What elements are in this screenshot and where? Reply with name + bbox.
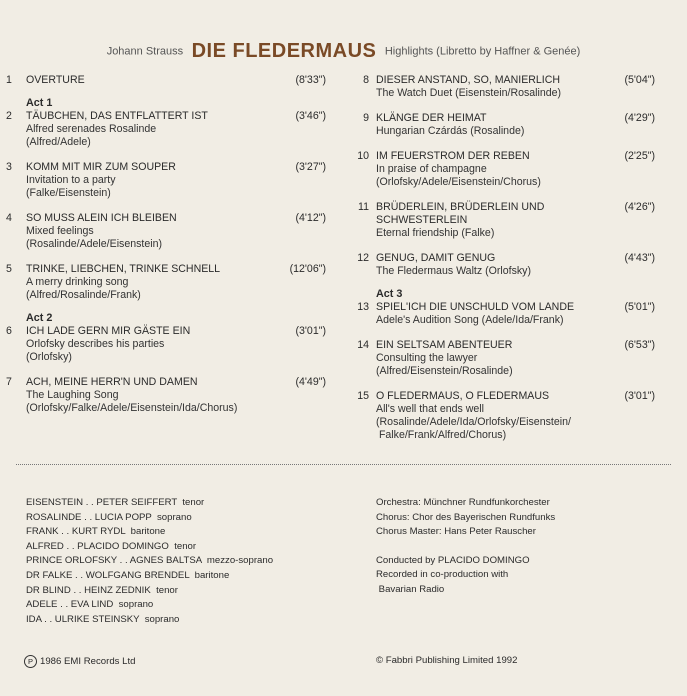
phonogram-text: 1986 EMI Records Ltd — [40, 656, 136, 668]
chorus-credit: Chorus: Chor des Bayerischen Rundfunks — [376, 511, 556, 523]
track-description: (Alfred/Rosalinde/Frank) — [26, 289, 141, 301]
track-description: Hungarian Czárdás (Rosalinde) — [376, 125, 525, 137]
conductor-credit: Conducted by PLACIDO DOMINGO — [376, 554, 530, 566]
track-description: Consulting the lawyer — [376, 352, 478, 364]
chorus-master-credit: Chorus Master: Hans Peter Rauscher — [376, 526, 536, 538]
track-duration: (4'12") — [295, 212, 326, 224]
album-subtitle: Highlights (Libretto by Haffner & Genée) — [384, 45, 581, 58]
track-item — [345, 301, 655, 327]
track-title: TÄUBCHEN, DAS ENTFLATTERT IST — [26, 110, 208, 122]
track-duration: (3'46") — [295, 110, 326, 122]
track-list-left — [6, 74, 326, 427]
track-item — [345, 390, 655, 442]
track-item — [6, 110, 326, 149]
cast-row: EISENSTEIN . . PETER SEIFFERT tenor — [26, 497, 205, 508]
track-description: (Orlofsky) — [26, 351, 72, 363]
cast-row: DR FALKE . . WOLFGANG BRENDEL baritone — [26, 569, 230, 581]
track-title: O FLEDERMAUS, O FLEDERMAUS — [376, 390, 550, 402]
copyright-notice: © Fabbri Publishing Limited 1992 — [376, 655, 518, 666]
track-number: 5 — [6, 263, 12, 275]
cast-list — [26, 496, 336, 627]
orchestra-credit: Orchestra: Münchner Rundfunkorchester — [376, 497, 550, 508]
track-description: The Watch Duet (Eisenstein/Rosalinde) — [376, 87, 562, 99]
track-duration: (4'49") — [295, 376, 326, 388]
composer: Johann Strauss — [106, 45, 184, 58]
track-duration: (12'06") — [289, 263, 326, 275]
track-number: 8 — [363, 74, 369, 86]
track-description: The Laughing Song — [26, 389, 119, 401]
track-description: All's well that ends well — [376, 403, 485, 415]
track-title: IM FEUERSTROM DER REBEN — [376, 150, 530, 162]
track-duration: (5'01") — [624, 301, 655, 313]
track-item — [345, 112, 655, 138]
track-description: A merry drinking song — [26, 276, 129, 288]
track-duration: (2'25") — [624, 150, 655, 162]
track-description: (Alfred/Eisenstein/Rosalinde) — [376, 365, 513, 377]
track-title: ACH, MEINE HERR'N UND DAMEN — [26, 376, 198, 388]
track-item — [6, 376, 326, 415]
track-description: Alfred serenades Rosalinde — [26, 123, 157, 135]
track-duration: (3'01") — [295, 325, 326, 337]
recording-credit-line1: Recorded in co-production with — [376, 569, 509, 581]
cast-row: DR BLIND . . HEINZ ZEDNIK tenor — [26, 584, 178, 596]
track-duration: (4'26") — [624, 201, 655, 213]
track-item — [6, 325, 326, 364]
track-description: Mixed feelings — [26, 225, 94, 237]
track-number: 4 — [6, 212, 12, 224]
track-number: 11 — [358, 201, 369, 213]
track-duration: (6'53") — [624, 339, 655, 351]
track-description: (Alfred/Adele) — [26, 136, 91, 148]
track-number: 1 — [6, 74, 12, 86]
track-description: Orlofsky describes his parties — [26, 338, 165, 350]
track-description: Invitation to a party — [26, 174, 116, 186]
track-title: DIESER ANSTAND, SO, MANIERLICH — [376, 74, 561, 86]
track-number: 14 — [357, 339, 369, 351]
track-title: BRÜDERLEIN, BRÜDERLEIN UND SCHWESTERLEIN — [376, 201, 545, 226]
track-description: Falke/Frank/Alfred/Chorus) — [376, 429, 507, 441]
cast-row: ALFRED . . PLACIDO DOMINGO tenor — [26, 540, 197, 552]
cast-row: FRANK . . KURT RYDL baritone — [26, 526, 166, 538]
track-item — [6, 212, 326, 251]
track-title: KLÄNGE DER HEIMAT — [376, 112, 487, 124]
track-item — [345, 150, 655, 189]
credits — [376, 496, 676, 598]
album-title: DIE FLEDERMAUS — [191, 40, 377, 62]
cast-row: ADELE . . EVA LIND soprano — [26, 599, 154, 611]
track-number: 6 — [6, 325, 12, 337]
act-heading: Act 2 — [26, 312, 53, 324]
recording-credit-line2: Bavarian Radio — [376, 583, 445, 595]
header — [0, 40, 687, 63]
track-number: 2 — [6, 110, 12, 122]
track-title: TRINKE, LIEBCHEN, TRINKE SCHNELL — [26, 263, 221, 275]
track-duration: (3'27") — [295, 161, 326, 173]
track-duration: (4'29") — [624, 112, 655, 124]
track-duration: (5'04") — [624, 74, 655, 86]
track-description: Adele's Audition Song (Adele/Ida/Frank) — [376, 314, 564, 326]
cast-row: PRINCE ORLOFSKY . . AGNES BALTSA mezzo-soprano — [26, 555, 274, 567]
track-title: SO MUSS ALEIN ICH BLEIBEN — [26, 212, 177, 224]
track-title: GENUG, DAMIT GENUG — [376, 252, 496, 264]
dotted-divider — [16, 464, 671, 465]
track-description: (Rosalinde/Adele/Ida/Orlofsky/Eisenstein/ — [376, 416, 571, 428]
track-description: (Orlofsky/Falke/Adele/Eisenstein/Ida/Chorus) — [26, 402, 238, 414]
track-item — [345, 74, 655, 100]
track-number: 13 — [357, 301, 369, 313]
track-item — [6, 161, 326, 200]
track-list-right — [345, 74, 655, 454]
act-heading: Act 3 — [376, 288, 403, 300]
track-number: 3 — [6, 161, 12, 173]
phonogram-icon: P — [24, 655, 37, 668]
track-description: (Falke/Eisenstein) — [26, 187, 111, 199]
track-title: ICH LADE GERN MIR GÄSTE EIN — [26, 325, 191, 337]
track-description: (Rosalinde/Adele/Eisenstein) — [26, 238, 163, 250]
track-description: In praise of champagne — [376, 163, 487, 175]
track-number: 9 — [363, 112, 369, 124]
track-title: EIN SELTSAM ABENTEUER — [376, 339, 513, 351]
track-item — [6, 74, 326, 87]
track-item — [345, 201, 655, 240]
track-duration: (4'43") — [624, 252, 655, 264]
track-description: The Fledermaus Waltz (Orlofsky) — [376, 265, 532, 277]
track-number: 15 — [357, 390, 369, 402]
track-description: Eternal friendship (Falke) — [376, 227, 495, 239]
track-number: 12 — [357, 252, 369, 264]
track-item — [345, 252, 655, 278]
track-item — [345, 339, 655, 378]
track-duration: (8'33") — [295, 74, 326, 86]
cast-row: ROSALINDE . . LUCIA POPP soprano — [26, 511, 192, 523]
track-title: SPIEL'ICH DIE UNSCHULD VOM LANDE — [376, 301, 575, 313]
track-number: 7 — [6, 376, 12, 388]
cast-row: IDA . . ULRIKE STEINSKY soprano — [26, 613, 180, 625]
act-heading: Act 1 — [26, 97, 53, 109]
track-item — [6, 263, 326, 302]
track-number: 10 — [357, 150, 369, 162]
track-title: OVERTURE — [26, 74, 85, 86]
track-title: KOMM MIT MIR ZUM SOUPER — [26, 161, 176, 173]
track-duration: (3'01") — [624, 390, 655, 402]
track-description: (Orlofsky/Adele/Eisenstein/Chorus) — [376, 176, 541, 188]
phonogram-notice — [24, 655, 135, 668]
